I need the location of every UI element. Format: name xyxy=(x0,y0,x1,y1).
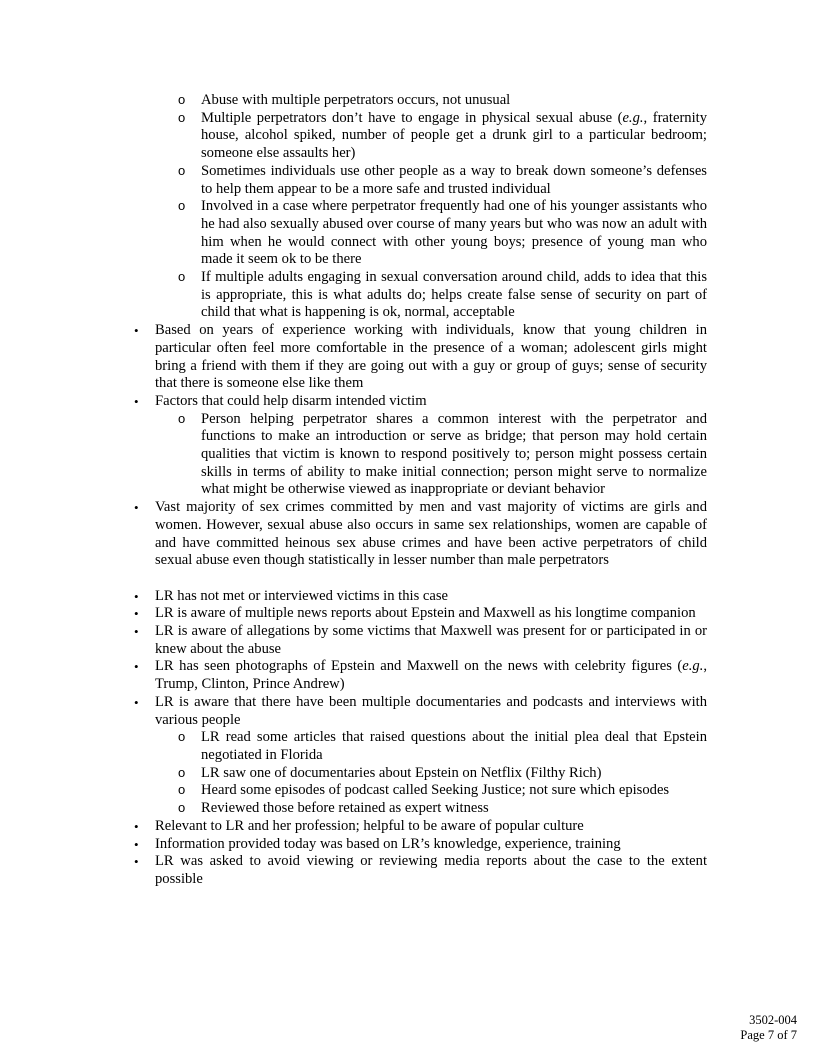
list-item: o Heard some episodes of podcast called Seeking Justice; not sure which episodes xyxy=(178,782,670,799)
bullet-icon: • xyxy=(134,393,139,409)
bullet-list-1 xyxy=(130,322,707,570)
bullet-icon: • xyxy=(134,818,139,834)
list-item: o Sometimes individuals use other people as a way to break down someone’s defenses to help them appear to be a more safe and trusted individual xyxy=(178,162,707,197)
list-item: o Involved in a case where perpetrator frequently had one of his younger assistants who he had also sexually abused over course of many years but who was now an adult with him when he would connect with other young boys; presence of young man who made it seem ok to be there xyxy=(178,198,707,268)
list-item: o Reviewed those before retained as expert witness xyxy=(178,800,489,817)
page-number: Page 7 of 7 xyxy=(740,1027,797,1042)
bullet-icon: • xyxy=(134,694,139,710)
list-item: • LR is aware of allegations by some victims that Maxwell was present for or participated in or knew about the abuse xyxy=(134,623,707,657)
list-item: • LR has not met or interviewed victims in this case xyxy=(134,587,449,604)
paragraph-gap xyxy=(130,570,707,588)
list-item: o If multiple adults engaging in sexual conversation around child, adds to idea that this is appropriate, this is what adults do; helps create false sense of security on part of child that what is happening is ok, normal, acceptable xyxy=(178,269,707,321)
bullet-icon: • xyxy=(134,606,139,622)
list-item: • Based on years of experience working with individuals, know that young children in particular often feel more comfortable in the presence of a woman; adolescent girls might bring a friend with them if they are going out with a guy or group of guys; sense of security that there is someone else like them xyxy=(134,322,707,392)
list-item: • LR has seen photographs of Epstein and Maxwell on the news with celebrity figures (e.g., Trump, Clinton, Prince Andrew) xyxy=(134,658,707,693)
bullet-icon: • xyxy=(134,836,139,852)
list-item: o LR saw one of documentaries about Epstein on Netflix (Filthy Rich) xyxy=(178,764,602,781)
sub-list-media xyxy=(155,729,707,818)
document-number: 3502-004 xyxy=(749,1013,797,1027)
sub-bullet-icon: o xyxy=(178,92,186,107)
list-item: o Multiple perpetrators don’t have to engage in physical sexual abuse (e.g., fraternity house, alcohol spiked, number of people get a drunk girl to a particular bedroom; someone else assaults her) xyxy=(178,109,708,162)
sub-list-multiple-perpetrators xyxy=(130,92,707,322)
sub-bullet-icon: o xyxy=(178,109,186,125)
list-item: o LR read some articles that raised questions about the initial plea deal that Epstein negotiated in Florida xyxy=(178,729,707,763)
bullet-icon: • xyxy=(134,624,139,640)
list-item: o Abuse with multiple perpetrators occurs, not unusual xyxy=(178,92,511,108)
bullet-icon: • xyxy=(134,854,139,870)
sub-bullet-icon: o xyxy=(178,269,186,285)
page-footer xyxy=(740,1013,797,1042)
sub-list-factors xyxy=(155,411,707,500)
bullet-list-2 xyxy=(130,588,707,889)
list-item: • Factors that could help disarm intended victim o Person helping perpetrator shares a common interest with the perpetrator and functions to make an introduction or serve as bridge; that person may hold certain qualities that victim is known to respond positively to; person might possess certain skills in terms of ability to make initial connection; person might serve to normalize what might be otherwise viewed as inappropriate or deviant behavior xyxy=(134,392,707,498)
list-item: • Information provided today was based on LR’s knowledge, experience, training xyxy=(134,835,621,852)
list-item: • LR is aware that there have been multiple documentaries and podcasts and interviews with various people o LR read some articles that raised questions about the initial plea deal that Epstein negotiated in Florida o LR saw one of documentaries about Epstein on Netflix (Filthy Rich) o Heard some episodes of podcast called Seeking Justice; not sure which episodes o Reviewed those before retained as expert witness xyxy=(134,693,707,817)
sub-bullet-icon: o xyxy=(178,729,186,745)
bullet-icon: • xyxy=(134,500,139,516)
bullet-icon: • xyxy=(134,659,139,675)
list-item: • Vast majority of sex crimes committed by men and vast majority of victims are girls and women. However, sexual abuse also occurs in same sex relationships, women are capable of and have committed heinous sex abuse crimes and have been active perpetrators of child sexual abuse even though statistically in lesser number than male perpetrators xyxy=(134,499,707,569)
sub-bullet-icon: o xyxy=(178,800,186,816)
list-item: • LR is aware of multiple news reports about Epstein and Maxwell as his longtime companion xyxy=(134,605,696,622)
list-item: o Person helping perpetrator shares a common interest with the perpetrator and functions to make an introduction or serve as bridge; that person may hold certain qualities that victim is known to respond positively to; person might possess certain skills in terms of ability to make initial connection; person might serve to normalize what might be otherwise viewed as inappropriate or deviant behavior xyxy=(178,410,707,498)
document-body xyxy=(130,92,707,889)
sub-bullet-icon: o xyxy=(178,162,186,178)
bullet-icon: • xyxy=(134,588,139,604)
sub-bullet-icon: o xyxy=(178,198,186,214)
sub-bullet-icon: o xyxy=(178,782,186,798)
bullet-icon: • xyxy=(134,323,139,339)
sub-bullet-icon: o xyxy=(178,410,186,426)
sub-bullet-icon: o xyxy=(178,764,186,780)
list-item: • Relevant to LR and her profession; helpful to be aware of popular culture xyxy=(134,817,584,834)
list-item: • LR was asked to avoid viewing or reviewing media reports about the case to the extent possible xyxy=(134,853,707,887)
